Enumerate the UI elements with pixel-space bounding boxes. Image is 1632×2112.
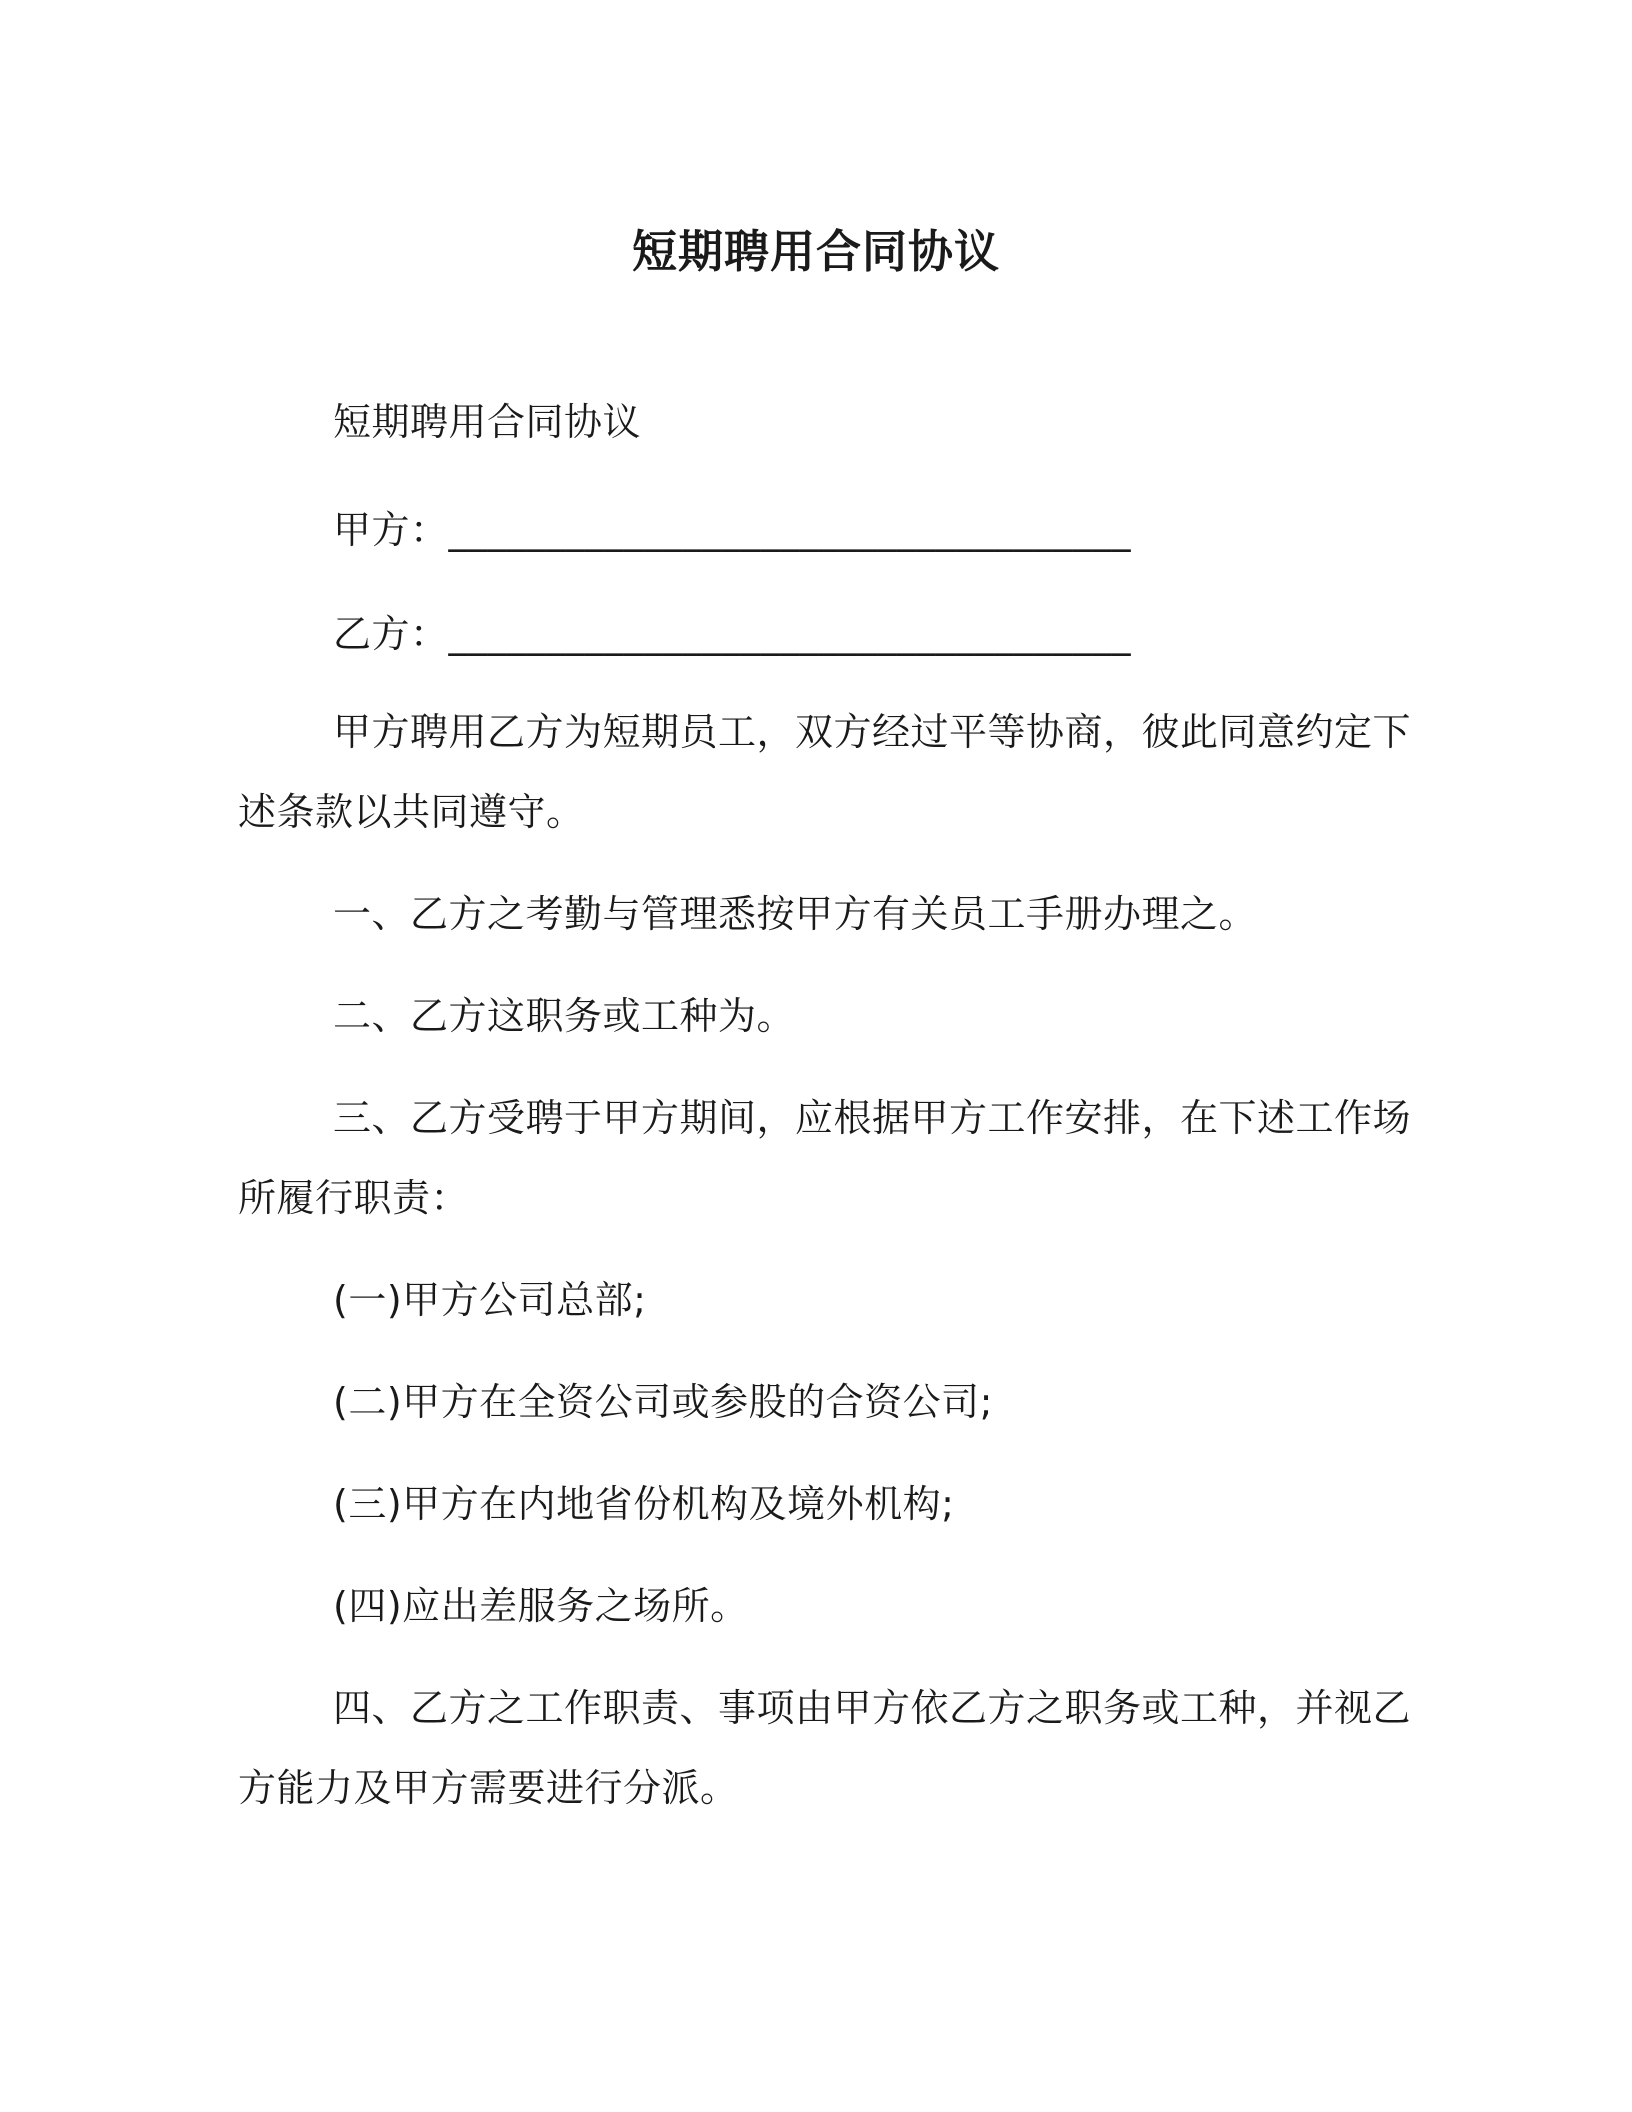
clause-3-line-1: 三、乙方受聘于甲方期间，应根据甲方工作安排，在下述工作场 bbox=[333, 1096, 1412, 1140]
list-item-2: (二)甲方在全资公司或参股的合资公司; bbox=[333, 1380, 993, 1424]
party-b-line: 乙方：___________________________________ bbox=[333, 612, 1132, 656]
clause-3-line-2: 所履行职责： bbox=[238, 1176, 470, 1220]
party-a-line: 甲方：___________________________________ bbox=[333, 508, 1132, 552]
intro-paragraph-line-1: 甲方聘用乙方为短期员工，双方经过平等协商，彼此同意约定下 bbox=[333, 710, 1412, 754]
clause-2: 二、乙方这职务或工种为。 bbox=[333, 994, 796, 1038]
list-item-4: (四)应出差服务之场所。 bbox=[333, 1584, 749, 1628]
document-title: 短期聘用合同协议 bbox=[631, 225, 1000, 278]
clause-1: 一、乙方之考勤与管理悉按甲方有关员工手册办理之。 bbox=[333, 892, 1258, 936]
clause-4-line-1: 四、乙方之工作职责、事项由甲方依乙方之职务或工种，并视乙 bbox=[333, 1686, 1412, 1730]
intro-paragraph-line-2: 述条款以共同遵守。 bbox=[238, 790, 585, 834]
list-item-1: (一)甲方公司总部; bbox=[333, 1278, 647, 1322]
list-item-3: (三)甲方在内地省份机构及境外机构; bbox=[333, 1482, 955, 1526]
subtitle: 短期聘用合同协议 bbox=[333, 400, 642, 444]
clause-4-line-2: 方能力及甲方需要进行分派。 bbox=[238, 1766, 739, 1810]
